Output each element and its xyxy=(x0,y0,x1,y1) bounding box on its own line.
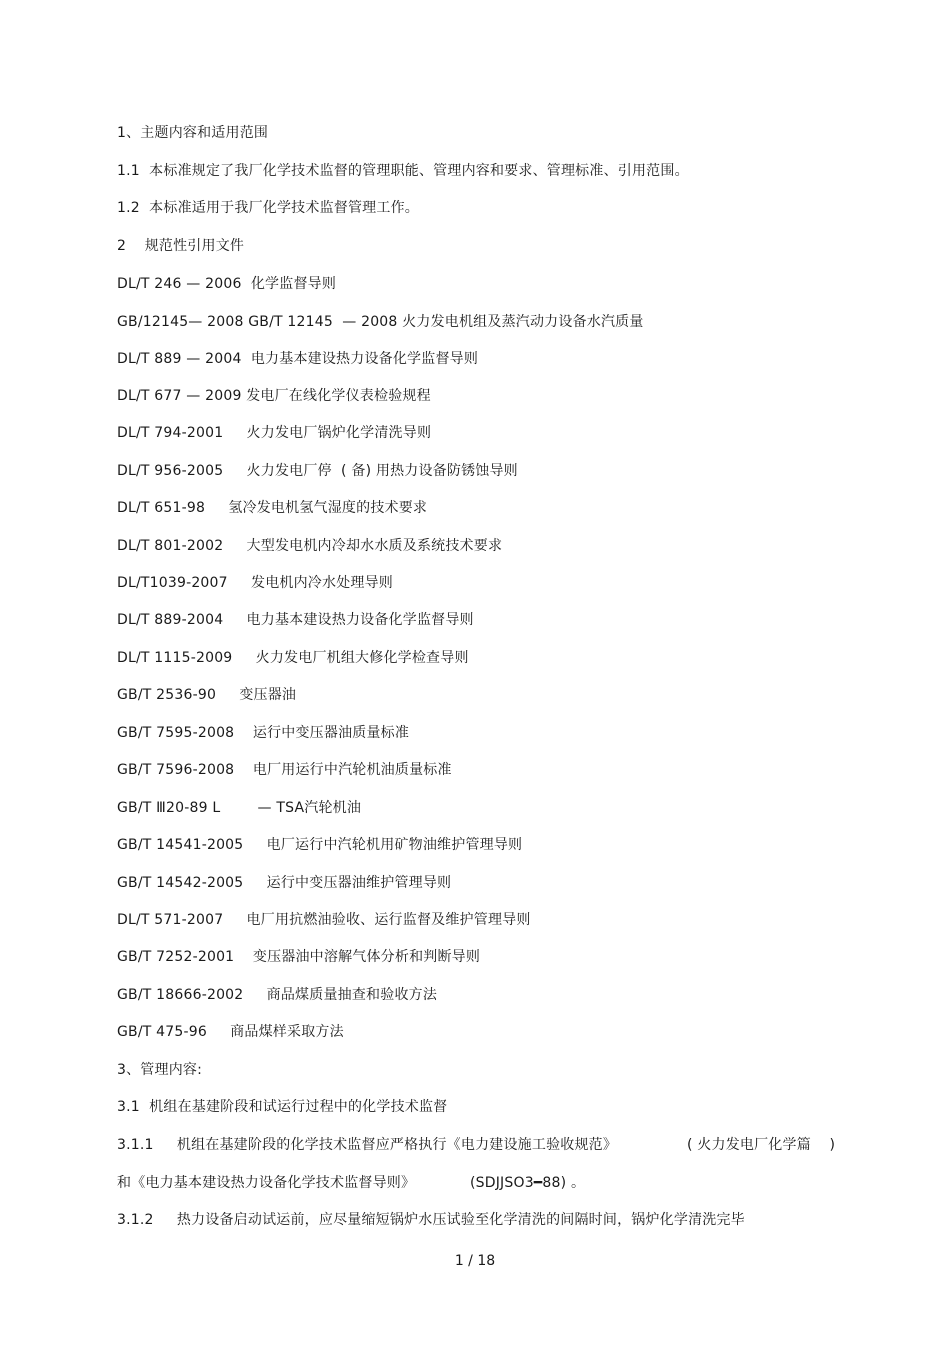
paragraph-3-1-1-cont-text: 和《电力基本建设热力设备化学技术监督导则》 xyxy=(117,1175,416,1191)
section-heading-2: 2 规范性引用文件 xyxy=(117,238,245,254)
paragraph-1-1: 1.1 本标准规定了我厂化学技术监督的管理职能、管理内容和要求、管理标准、引用范围。 xyxy=(117,163,689,179)
paragraph-3-1-1-cont xyxy=(117,1174,837,1246)
reference-item: GB/12145— 2008 GB/T 12145 — 2008 火力发电机组及蒸汽动力设备水汽质量 xyxy=(117,314,644,330)
reference-item: DL/T 571-2007 电厂用抗燃油验收、运行监督及维护管理导则 xyxy=(117,912,531,928)
reference-item: DL/T 889-2004 电力基本建设热力设备化学监督导则 xyxy=(117,612,474,628)
reference-item: GB/T 475-96 商品煤样采取方法 xyxy=(117,1024,344,1040)
reference-item: GB/T 14542-2005 运行中变压器油维护管理导则 xyxy=(117,875,452,891)
reference-item: GB/T 7595-2008 运行中变压器油质量标准 xyxy=(117,725,410,741)
paragraph-3-1-1-cont-code: (SDJJSO3━88) 。 xyxy=(470,1175,586,1191)
reference-item: GB/T 14541-2005 电厂运行中汽轮机用矿物油维护管理导则 xyxy=(117,837,523,853)
reference-item: GB/T 2536-90 变压器油 xyxy=(117,687,297,703)
paragraph-3-1-1-text: 3.1.1 机组在基建阶段的化学技术监督应严格执行《电力建设施工验收规范》 xyxy=(117,1137,618,1153)
reference-item: DL/T 889 — 2004 电力基本建设热力设备化学监督导则 xyxy=(117,351,479,367)
reference-item: DL/T 677 — 2009 发电厂在线化学仪表检验规程 xyxy=(117,388,431,404)
reference-item: DL/T 1115-2009 火力发电厂机组大修化学检查导则 xyxy=(117,650,469,666)
reference-item: DL/T 801-2002 大型发电机内冷却水水质及系统技术要求 xyxy=(117,538,503,554)
reference-item: DL/T 794-2001 火力发电厂锅炉化学清洗导则 xyxy=(117,425,432,441)
reference-item: GB/T 7252-2001 变压器油中溶解气体分析和判断导则 xyxy=(117,949,481,965)
reference-item: GB/T 18666-2002 商品煤质量抽查和验收方法 xyxy=(117,987,438,1003)
reference-item: DL/T 246 — 2006 化学监督导则 xyxy=(117,276,337,292)
paragraph-3-1-1-note: ( 火力发电厂化学篇 ) xyxy=(687,1137,836,1153)
reference-item: GB/T 7596-2008 电厂用运行中汽轮机油质量标准 xyxy=(117,762,452,778)
paragraph-1-2: 1.2 本标准适用于我厂化学技术监督管理工作。 xyxy=(117,200,419,216)
reference-item: DL/T 956-2005 火力发电厂停 ( 备) 用热力设备防锈蚀导则 xyxy=(117,463,518,479)
section-heading-3: 3、管理内容: xyxy=(117,1062,203,1078)
page-number: 1 / 18 xyxy=(454,1253,496,1269)
subsection-heading-3-1: 3.1 机组在基建阶段和试运行过程中的化学技术监督 xyxy=(117,1099,448,1115)
reference-item: GB/T Ⅲ20-89 L — TSA汽轮机油 xyxy=(117,800,362,816)
section-heading-1: 1、主题内容和适用范围 xyxy=(117,125,269,141)
reference-item: DL/T 651-98 氢冷发电机氢气湿度的技术要求 xyxy=(117,500,428,516)
reference-item: DL/T1039-2007 发电机内冷水处理导则 xyxy=(117,575,394,591)
paragraph-3-1-2: 3.1.2 热力设备启动试运前，应尽量缩短锅炉水压试验至化学清洗的间隔时间，锅炉化学清洗完毕 xyxy=(117,1212,745,1228)
